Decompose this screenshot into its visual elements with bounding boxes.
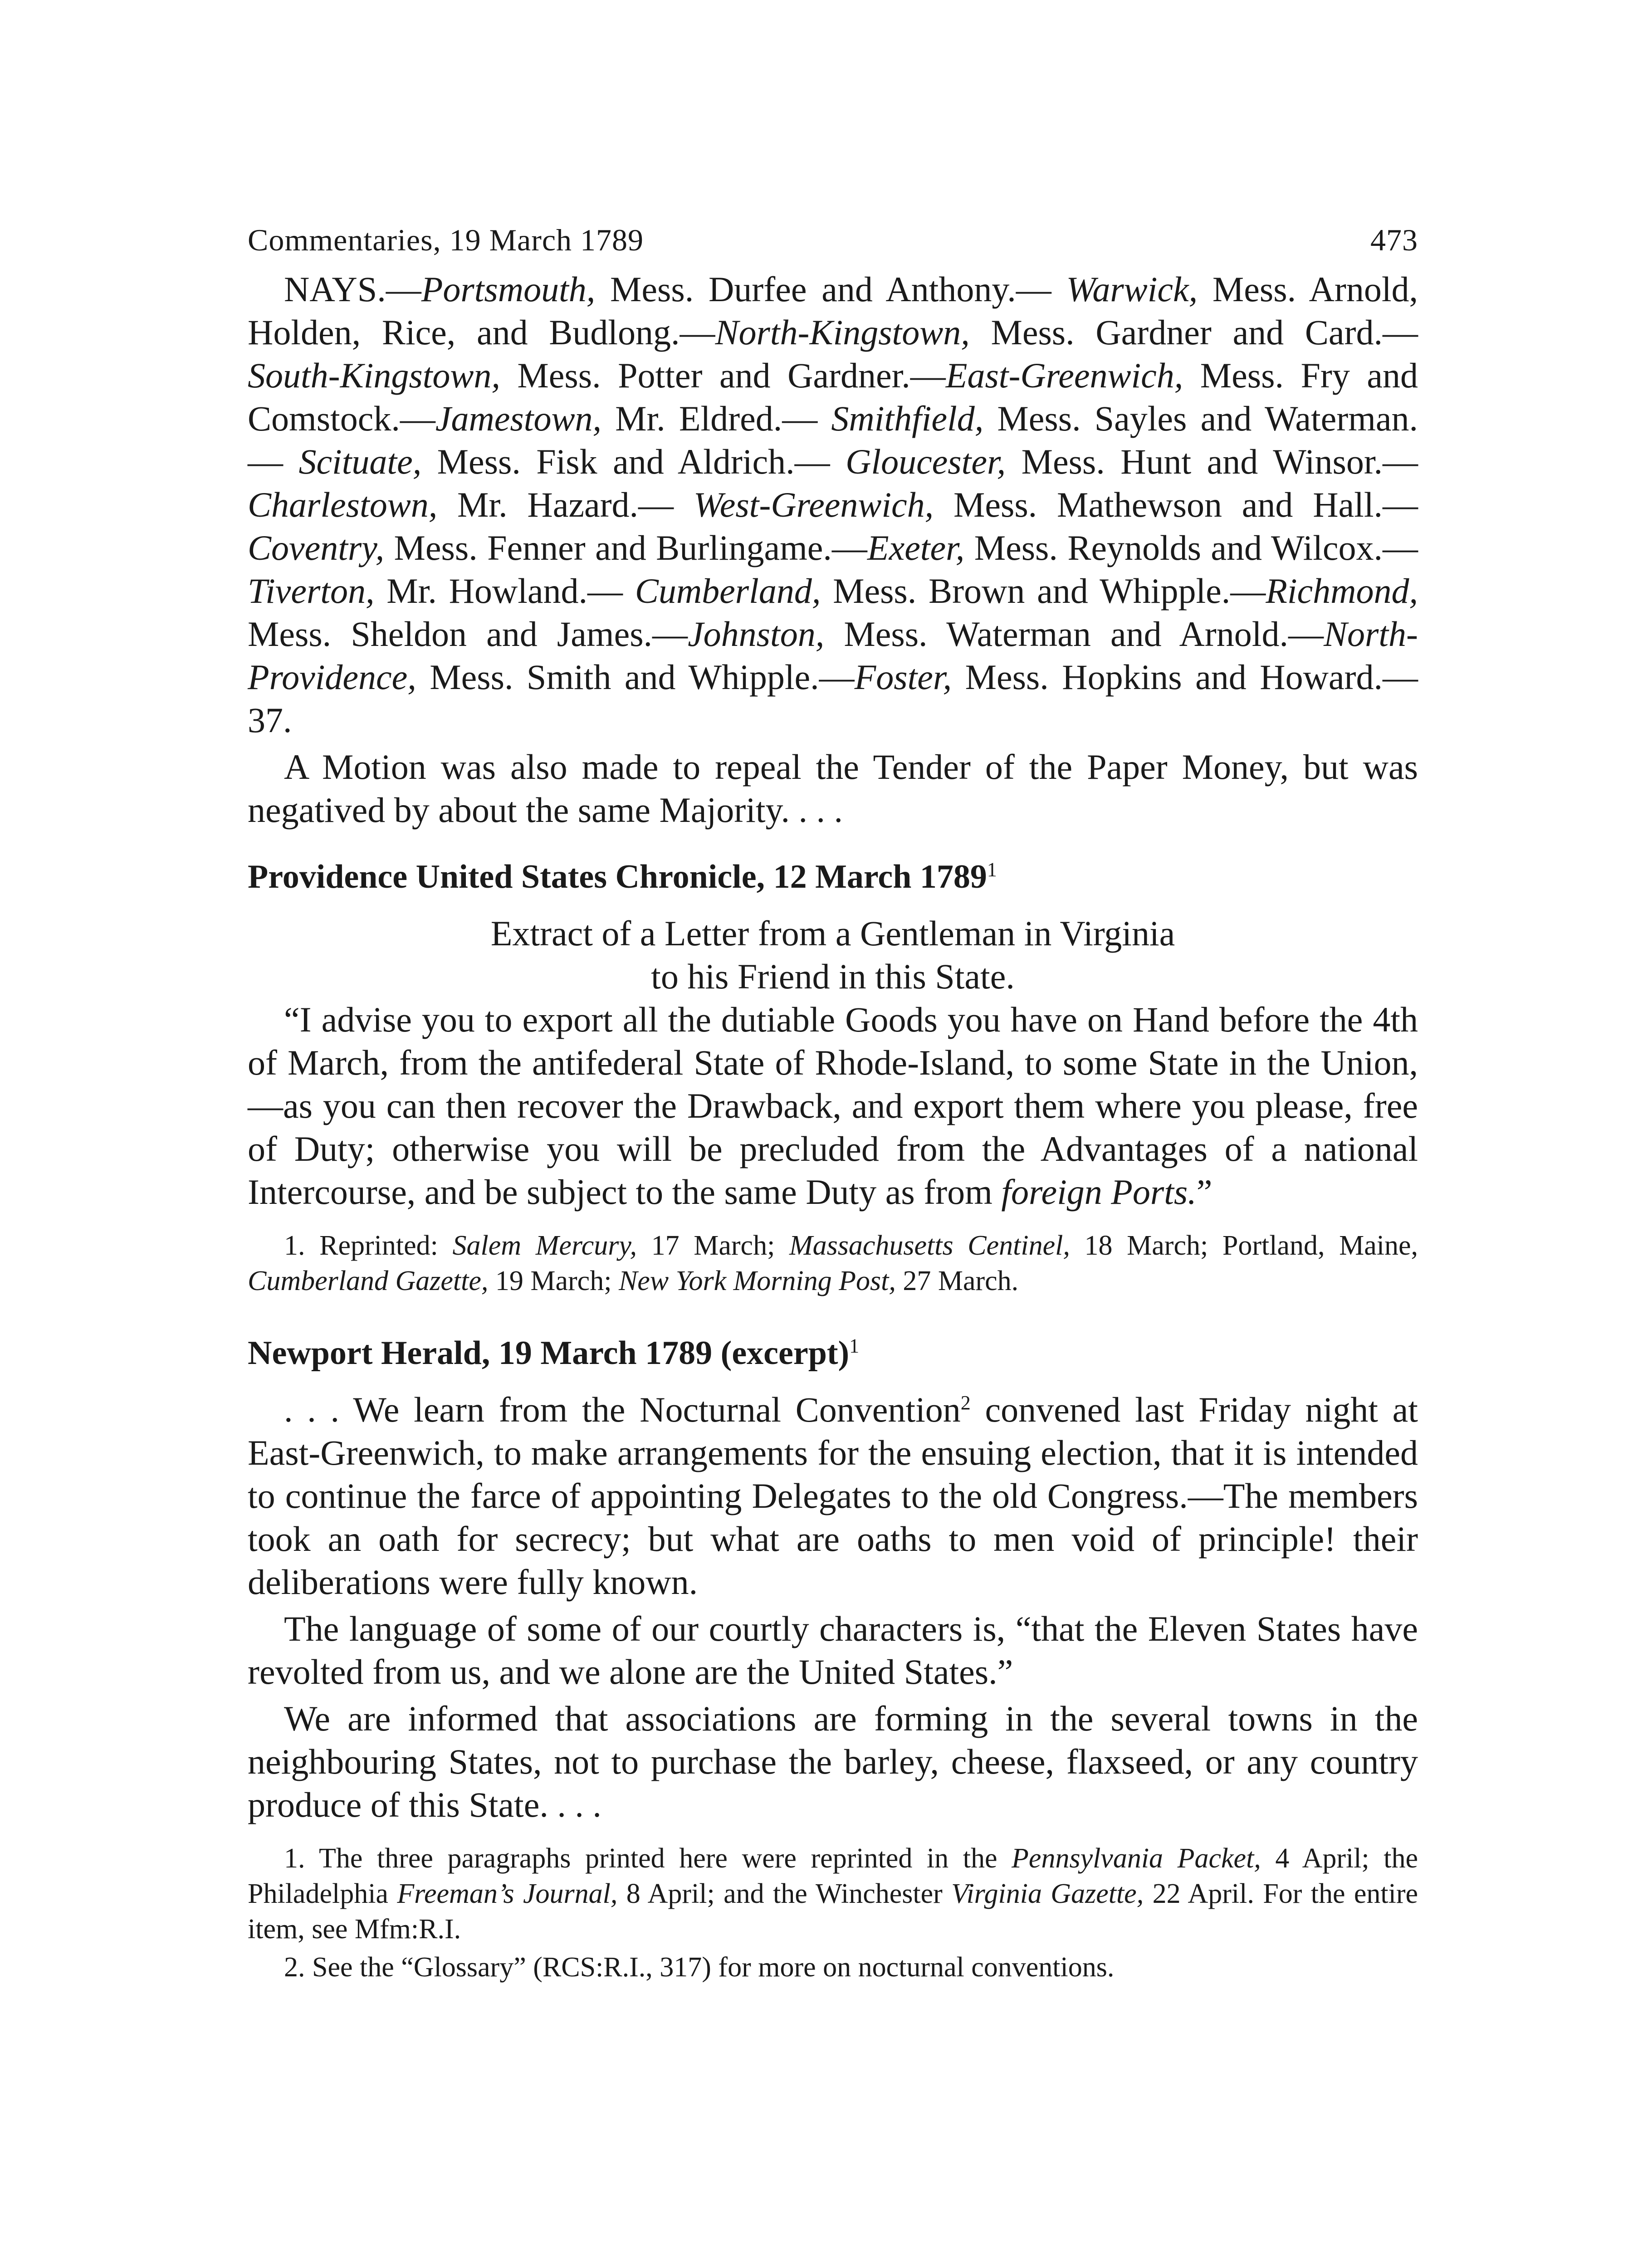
herald-paragraph-3: We are informed that associations are forming in the several towns in the neighbouring States, not to purchase the barley, cheese, flaxseed, or any country produce of this State. . . . — [248, 1699, 1418, 1824]
chronicle-body — [248, 912, 1418, 1213]
footnote-ref: 1 — [849, 1334, 860, 1357]
footnote-1: 1. Reprinted: Salem Mercury, 17 March; Massachusetts Centinel, 18 March; Portland, Maine, Cumberland Gazette, 19 March; New York Morning Post, 27 March. — [248, 1230, 1418, 1296]
chronicle-footnotes — [248, 1228, 1418, 1299]
top-section — [248, 268, 1418, 831]
section-heading-herald: Newport Herald, 19 March 1789 (excerpt)$^1$ — [248, 1334, 860, 1372]
footnote-2: 2. See the “Glossary” (RCS:R.I., 317) for more on nocturnal conventions. — [284, 1952, 1115, 1983]
extract-title-line-2: to his Friend in this State. — [651, 957, 1015, 996]
herald-footnotes — [248, 1841, 1418, 1985]
nays-paragraph: NAYS.—Portsmouth, Mess. Durfee and Anthony.— Warwick, Mess. Arnold, Holden, Rice, and Budlong.—North-Kingstown, Mess. Gardner and Card.— South-Kingstown, Mess. Potter and Gardner.—East-Greenwich, Mess. Fry and Comstock.—Jamestown, Mr. Eldred.— Smithfield, Mess. Sayles and Waterman.— Scituate, Mess. Fisk and Aldrich.— Gloucester, Mess. Hunt and Winsor.— Charlestown, Mr. Hazard.— West-Greenwich, Mess. Mathewson and Hall.— Coventry, Mess. Fenner and Burlingame.—Exeter, Mess. Reynolds and Wilcox.— Tiverton, Mr. Howland.— Cumberland, Mess. Brown and Whipple.—Richmond, Mess. Sheldon and James.—Johnston, Mess. Waterman and Arnold.—North-Providence, Mess. Smith and Whipple.—Foster, Mess. Hopkins and Howard.—37. — [248, 269, 1418, 740]
document-page — [248, 213, 1418, 1985]
running-head — [248, 213, 1418, 268]
extract-title-line-1: Extract of a Letter from a Gentleman in Virginia — [490, 914, 1175, 953]
herald-body — [248, 1388, 1418, 1826]
section-heading-chronicle: Providence United States Chronicle, 12 March 1789$^1$ — [248, 858, 997, 895]
running-head-title: Commentaries, 19 March 1789 — [248, 223, 644, 257]
herald-paragraph-2: The language of some of our courtly characters is, “that the Eleven States have revolted from us, and we alone are the United States.” — [248, 1609, 1418, 1691]
footnote-ref: 1 — [987, 858, 997, 881]
page-number: 473 — [1370, 223, 1418, 257]
herald-paragraph-1: . . . We learn from the Nocturnal Convention$^2$ convened last Friday night at East-Greenwich, to make arrangements for the ensuing election, that it is intended to continue the farce of appointing Delegates to the old Congress.—The members took an oath for secrecy; but what are oaths to men void of principle! their deliberations were fully known. — [248, 1390, 1418, 1602]
footnote-ref: 2 — [960, 1392, 971, 1414]
motion-paragraph: A Motion was also made to repeal the Tender of the Paper Money, but was negatived by about the same Majority. . . . — [248, 747, 1418, 830]
footnote-1: 1. The three paragraphs printed here were reprinted in the Pennsylvania Packet, 4 April; the Philadelphia Freeman’s Journal, 8 April; and the Winchester Virginia Gazette, 22 April. For the entire item, see Mfm:R.I. — [248, 1843, 1418, 1945]
letter-paragraph: “I advise you to export all the dutiable Goods you have on Hand before the 4th of March, from the antifederal State of Rhode-Island, to some State in the Union,—as you can then recover the Drawback, and export them where you please, free of Duty; otherwise you will be precluded from the Advantages of a national Intercourse, and be subject to the same Duty as from foreign Ports.” — [248, 1000, 1418, 1212]
